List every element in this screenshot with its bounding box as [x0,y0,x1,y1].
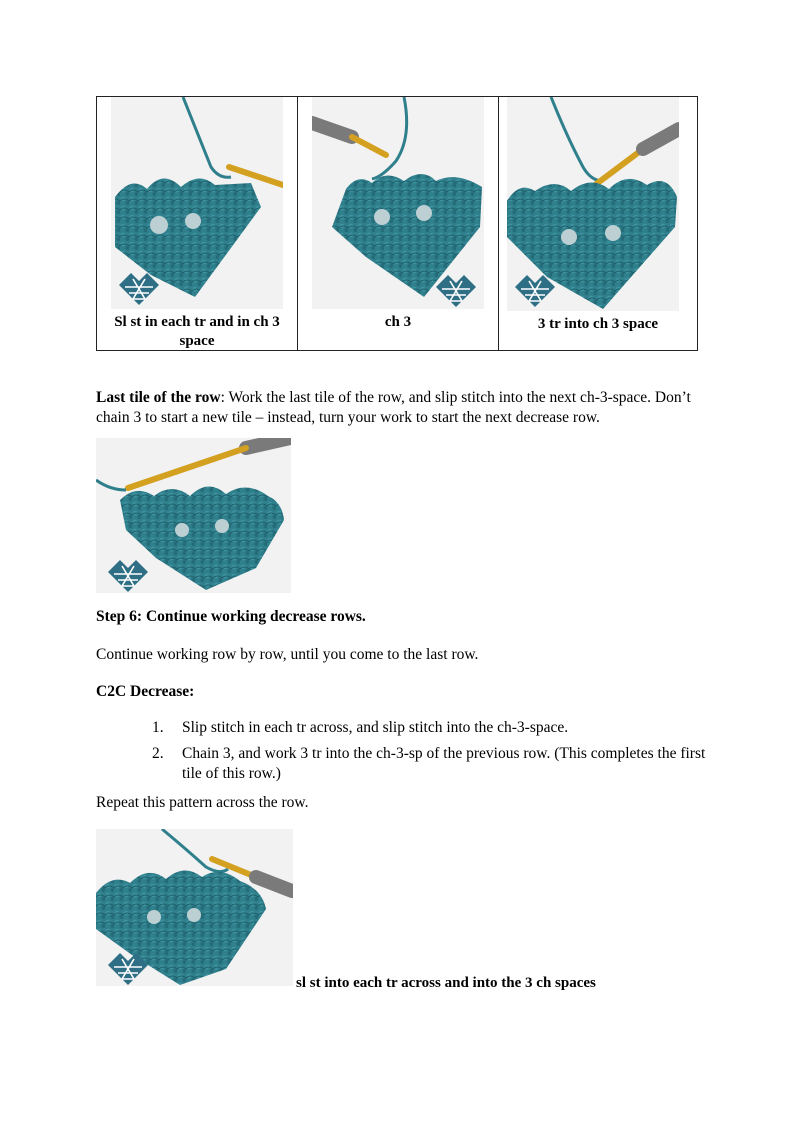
list-item-number: 2. [152,745,164,762]
list-item-text: Chain 3, and work 3 tr into the ch-3-sp of the previous row. (This completes the first tile of this row.) [182,745,706,782]
photo-chain-3 [312,97,484,309]
list-item-number: 1. [152,719,164,736]
photo-sl-st-across [96,829,293,986]
final-photo-caption: sl st into each tr across and into the 3 ch spaces [296,975,596,991]
caption-3-tr: 3 tr into ch 3 space [537,316,659,332]
c2c-steps-list [152,718,712,790]
step6-body: Continue working row by row, until you come to the last row. [96,646,479,663]
c2c-repeat-text: Repeat this pattern across the row. [96,794,309,811]
table-cell-slip-stitch [97,97,297,350]
caption-chain-3: ch 3 [384,314,412,330]
step6-heading: Step 6: Continue working decrease rows. [96,608,366,625]
list-item [152,744,712,784]
caption-slip-stitch: Sl st in each tr and in ch 3 space [114,314,280,349]
photo-slip-stitch [111,97,283,309]
c2c-heading: C2C Decrease: [96,683,195,700]
list-item-text: Slip stitch in each tr across, and slip stitch into the ch-3-space. [182,719,569,736]
photo-table [96,96,698,351]
table-cell-chain-3 [297,97,498,350]
last-tile-heading: Last tile of the row [96,389,221,406]
list-item [152,718,712,738]
last-tile-text: : Work the last tile of the row, and slip stitch into the next ch-3-space. Don’t chain 3 to start a new tile – instead, turn your work to start the next decrease row. [96,389,691,426]
photo-3-tr [507,97,679,311]
table-cell-3-tr [498,97,697,350]
photo-last-tile [96,438,291,593]
last-tile-paragraph [96,388,706,428]
